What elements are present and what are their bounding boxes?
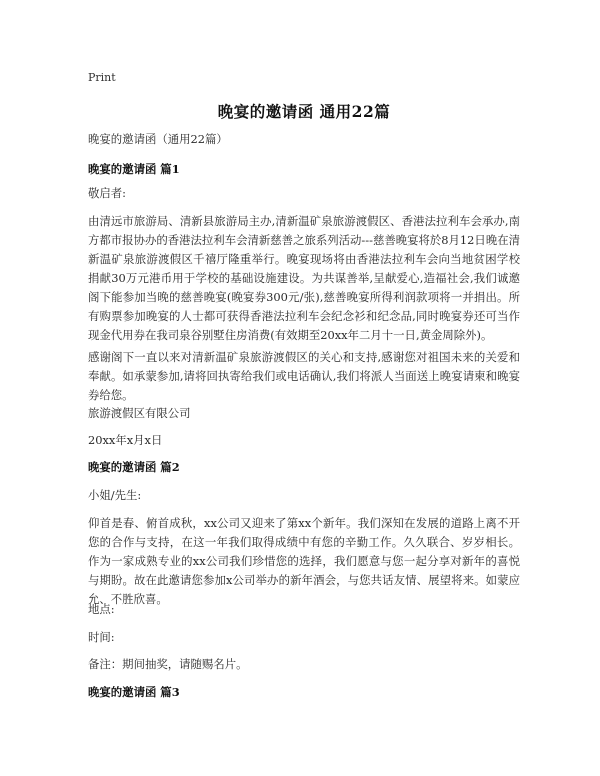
section-heading-1: 晚宴的邀请函 篇1 (88, 162, 180, 176)
document-title: 晚宴的邀请函 通用22篇 (217, 102, 391, 121)
date-1: 20xx年x月x日 (88, 433, 163, 447)
paragraph-1-2: 感谢阁下一直以来对清新温矿泉旅游渡假区的关心和支持,感谢您对祖国未来的关爱和奉献。如承蒙参加,请将回执寄给我们或电话确认,我们将派人当面送上晚宴请柬和晚宴券给您。 (88, 350, 520, 402)
time-label: 时间: (88, 630, 115, 644)
print-link[interactable]: Print (88, 71, 116, 84)
signature-1: 旅游渡假区有限公司 (88, 406, 191, 420)
document-subtitle: 晚宴的邀请函（通用22篇） (88, 132, 228, 146)
section-heading-3: 晚宴的邀请函 篇3 (88, 685, 180, 699)
location-label: 地点: (88, 602, 115, 616)
note-text: 备注：期间抽奖，请随赐名片。 (88, 657, 248, 671)
greeting-2: 小姐/先生: (88, 488, 142, 502)
greeting-1: 敬启者: (88, 186, 127, 200)
paragraph-1-1: 由清远市旅游局、清新县旅游局主办,清新温矿泉旅游渡假区、香港法拉利车会承办,南方都市报协办的香港法拉利车会清新慈善之旅系列活动---慈善晚宴将於8月12日晚在清新温矿泉旅游渡假区千禧厅隆重举行。晚宴现场将由香港法拉利车会向当地贫困学校捐献30万元港币用于学校的基础设施建设。为共谋善举,呈献爱心,造福社会,我们诚邀阁下能参加当晚的慈善晚宴(晚宴券300元/张),慈善晚宴所得利润款项将一并捐出。所有购票参加晚宴的人士都可获得香港法拉利车会纪念衫和纪念品,同时晚宴券还可当作现金代用券在我司泉谷别墅住房消费(有效期至20xx年二月十一日,黄金周除外)。 (88, 214, 520, 342)
section-heading-2: 晚宴的邀请函 篇2 (88, 460, 180, 474)
paragraph-2-1: 仰首是春、俯首成秋，xx公司又迎来了第xx个新年。我们深知在发展的道路上离不开您的合作与支持，在这一年我们取得成绩中有您的辛勤工作。久久联合、岁岁相长。作为一家成熟专业的xx公司我们珍惜您的选择，我们愿意与您一起分享对新年的喜悦与期盼。故在此邀请您参加x公司举办的新年酒会，与您共话友情、展望将来。如蒙应允、不胜欣喜。 (88, 516, 520, 606)
